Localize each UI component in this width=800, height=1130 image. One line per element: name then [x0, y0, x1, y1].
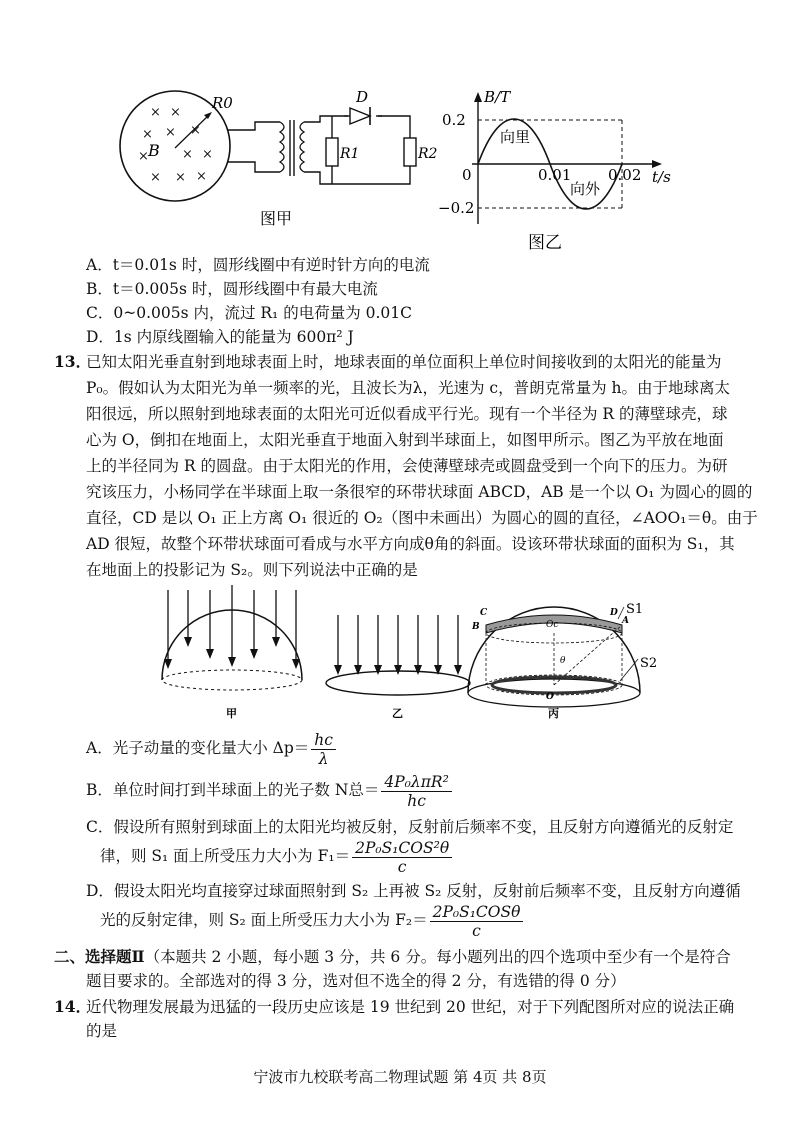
- frac-den: c: [397, 857, 407, 876]
- q13-option-c-line1: C．假设所有照射到球面上的太阳光均被反射，反射前后频率不变，且反射方向遵循光的反射定: [86, 818, 734, 836]
- q13-line-2: P₀。假如认为太阳光为单一频率的光，且波长为λ，光速为 c，普朗克常量为 h。由于地球离太: [86, 379, 730, 397]
- svg-text:×: ×: [138, 149, 149, 164]
- q13-line-1: 已知太阳光垂直射到地球表面上时，地球表面的单位面积上单位时间接收到的太阳光的能量为: [86, 353, 722, 371]
- q13-line-7: 直径，CD 是以 O₁ 正上方离 O₁ 很近的 O₂（图中未画出）为圆心的圆的直径，∠AOO₁＝θ。由于: [86, 509, 758, 527]
- svg-text:×: ×: [202, 147, 213, 162]
- hemi-caption-jia: 甲: [226, 707, 237, 720]
- hemi-label-D: D: [610, 608, 618, 618]
- q13-option-b-text: B．单位时间打到半球面上的光子数 N总＝: [86, 781, 380, 799]
- frac-den: λ: [318, 749, 329, 768]
- label-D: D: [356, 88, 369, 106]
- svg-text:×: ×: [182, 147, 193, 162]
- svg-text:×: ×: [165, 125, 176, 140]
- figure-jia-circuit: [120, 86, 438, 236]
- q13-line-3: 阳很远，所以照射到地球表面的太阳光可近似看成平行光。现有一个半径为 R 的薄壁球壳，球: [86, 405, 728, 423]
- graph-ybottom: −0.2: [438, 199, 475, 217]
- caption-yi: 图乙: [528, 233, 562, 253]
- q12-option-b: B．t＝0.005s 时，圆形线圈中有最大电流: [86, 280, 378, 298]
- graph-x1: 0.01: [538, 166, 572, 184]
- hemisphere-jia: [162, 585, 302, 720]
- graph-ylabel: B/T: [484, 88, 511, 106]
- q13-option-c-line2: [100, 836, 454, 876]
- hemi-label-S1: S1: [626, 602, 644, 617]
- page-footer: 宁波市九校联考高二物理试题 第 4页 共 8页: [253, 1068, 547, 1086]
- frac-den: hc: [407, 791, 426, 810]
- resistor-R2: [404, 138, 416, 166]
- svg-text:×: ×: [196, 169, 207, 184]
- caption-jia: 图甲: [260, 209, 293, 228]
- hemi-label-theta: θ: [560, 656, 566, 666]
- q13-option-d-fraction: [430, 903, 524, 940]
- graph-origin: 0: [462, 166, 472, 184]
- q14-line-1: 近代物理发展最为迅猛的一段历史应该是 19 世纪到 20 世纪，对于下列配图所对应的说法正确: [86, 998, 735, 1016]
- q13-line-5: 上的半径同为 R 的圆盘。由于太阳光的作用，会使薄壁球壳或圆盘受到一个向下的压力。为研: [86, 457, 728, 475]
- q14-number: 14．: [54, 997, 92, 1016]
- q14-line-2: 的是: [86, 1022, 118, 1040]
- label-R1: R1: [340, 146, 360, 162]
- frac-den: c: [472, 921, 481, 940]
- graph-inward: 向里: [500, 128, 531, 146]
- hemi-caption-yi: 乙: [392, 707, 403, 720]
- q13-option-b-fraction: [381, 773, 451, 810]
- label-R0: R0: [212, 94, 233, 112]
- q13-option-d-line1: D．假设太阳光均直接穿过球面照射到 S₂ 上再被 S₂ 反射，反射前后频率不变，且反射方向遵循: [86, 882, 741, 900]
- graph-x2: 0.02: [608, 166, 642, 184]
- q12-option-d: D．1s 内原线圈输入的能量为 600π² J: [86, 328, 354, 346]
- svg-text:×: ×: [142, 127, 153, 142]
- q13-line-9: 在地面上的投影记为 S₂。则下列说法中正确的是: [86, 561, 418, 579]
- disk-yi: [326, 615, 470, 720]
- q13-line-4: 心为 O，倒扣在地面上，太阳光垂直于地面入射到半球面上，如图甲所示。图乙为平放在地面: [86, 431, 724, 449]
- q13-option-b: [86, 770, 454, 810]
- svg-text:×: ×: [150, 170, 161, 185]
- section2-desc: （本题共 2 小题，每小题 3 分，共 6 分。每小题列出的四个选项中至少有一个是符合: [144, 948, 731, 966]
- graph-xlabel: t/s: [652, 168, 671, 186]
- q13-number: 13．: [54, 352, 92, 371]
- section2-line1: [54, 946, 731, 968]
- frac-num: 2P₀S₁COSθ: [430, 903, 524, 922]
- svg-text:×: ×: [150, 105, 161, 120]
- q13-option-a: [86, 728, 338, 768]
- q13-option-d-line2: [100, 900, 525, 940]
- hemi-label-S2: S2: [640, 656, 658, 671]
- q13-option-a-text: A．光子动量的变化量大小 Δp＝: [86, 739, 310, 757]
- figure-yi-graph: [440, 84, 680, 254]
- figure-hemispheres: [150, 585, 670, 725]
- resistor-R1: [326, 138, 338, 166]
- svg-text:×: ×: [190, 123, 201, 138]
- hemi-label-O: O: [546, 692, 554, 702]
- q13-option-a-fraction: [311, 731, 336, 768]
- svg-text:×: ×: [175, 170, 186, 185]
- section2-title: 二、选择题Ⅱ: [54, 947, 145, 966]
- hemi-label-B: B: [472, 622, 480, 632]
- hemi-label-Oc: Oc: [546, 620, 559, 630]
- secondary-coil: [300, 122, 304, 172]
- svg-text:×: ×: [170, 105, 181, 120]
- frac-num: 2P₀S₁COS²θ: [352, 839, 452, 858]
- q12-option-c: C．0~0.005s 内，流过 R₁ 的电荷量为 0.01C: [86, 304, 413, 322]
- hemisphere-bing: [468, 602, 657, 720]
- graph-ytop: 0.2: [442, 111, 466, 129]
- q13-option-c-text: 律，则 S₁ 面上所受压力大小为 F₁＝: [100, 847, 351, 865]
- section2-line2: 题目要求的。全部选对的得 3 分，选对但不选全的得 2 分，有选错的得 0 分）: [86, 972, 626, 990]
- hemi-label-C: C: [480, 608, 488, 618]
- q13-option-c-fraction: [352, 839, 452, 876]
- frac-num: 4P₀λπR²: [381, 773, 451, 792]
- q13-line-6: 究该压力，小杨同学在半球面上取一条很窄的环带状球面 ABCD，AB 是一个以 O₁ 为圆心的圆的: [86, 483, 753, 501]
- hemi-caption-bing: 丙: [548, 707, 559, 720]
- q13-option-d-text: 光的反射定律，则 S₂ 面上所受压力大小为 F₂＝: [100, 911, 428, 929]
- label-R2: R2: [418, 146, 438, 162]
- label-B: B: [148, 141, 160, 160]
- hemi-label-A: A: [622, 616, 629, 626]
- frac-num: hc: [311, 731, 336, 750]
- primary-coil: [280, 122, 284, 172]
- graph-outward: 向外: [570, 180, 601, 198]
- q12-option-a: A．t＝0.01s 时，圆形线圈中有逆时针方向的电流: [86, 256, 430, 274]
- q13-line-8: AD 很短，故整个环带状球面可看成与水平方向成θ角的斜面。设该环带状球面的面积为 S₁，其: [86, 535, 735, 553]
